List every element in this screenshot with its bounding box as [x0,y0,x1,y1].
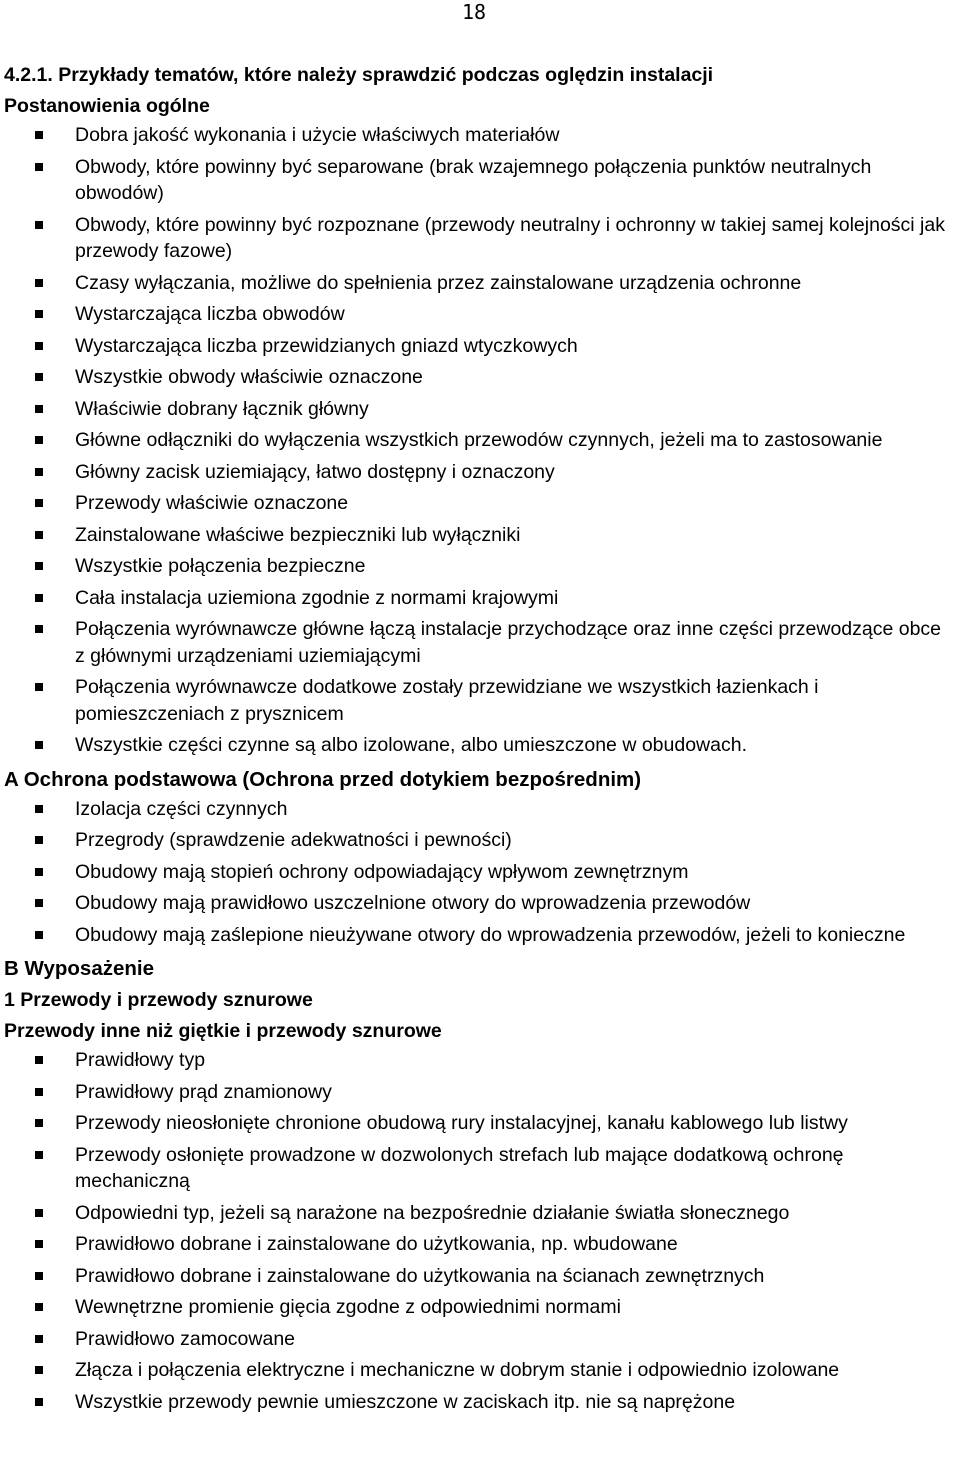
list-item-text: Obudowy mają prawidłowo uszczelnione otwory do wprowadzenia przewodów [75,892,751,914]
square-bullet-icon [35,931,43,939]
square-bullet-icon [35,1119,43,1127]
list-item-text: Dobra jakość wykonania i użycie właściwych materiałów [75,124,560,146]
square-bullet-icon [35,1240,43,1248]
list-item [4,1079,954,1111]
list-item-text: Obwody, które powinny być rozpoznane (przewody neutralny i ochronny w takiej samej kolejności jak przewody fazowe) [75,213,945,262]
list-item [4,427,954,459]
list-item [4,732,954,764]
square-bullet-icon [35,499,43,507]
section-a-list [4,796,954,954]
list-item [4,490,954,522]
list-item [4,553,954,585]
square-bullet-icon [35,405,43,413]
list-item-text: Czasy wyłączania, możliwe do spełnienia przez zainstalowane urządzenia ochronne [75,271,802,294]
section-a-heading: A Ochrona podstawowa (Ochrona przed dotykiem bezpośrednim) [4,767,642,791]
list-item [4,154,954,212]
square-bullet-icon [35,1088,43,1096]
square-bullet-icon [35,1272,43,1280]
list-item [4,1326,954,1358]
list-item-text: Połączenia wyrównawcze dodatkowe zostały przewidziane we wszystkich łazienkach i pomieszczeniach z prysznicem [75,676,819,725]
list-item-text: Prawidłowo dobrane i zainstalowane do użytkowania, np. wbudowane [75,1233,678,1255]
list-item-text: Główne odłączniki do wyłączenia wszystkich przewodów czynnych, jeżeli ma to zastosowanie [75,429,883,451]
square-bullet-icon [35,683,43,691]
list-item-text: Przegrody (sprawdzenie adekwatności i pewności) [75,829,512,851]
square-bullet-icon [35,805,43,813]
square-bullet-icon [35,1366,43,1374]
general-list [4,122,954,764]
list-item [4,301,954,333]
general-heading: Postanowienia ogólne [4,95,210,117]
square-bullet-icon [35,373,43,381]
list-item-text: Wszystkie części czynne są albo izolowane, albo umieszczone w obudowach. [75,734,747,756]
list-item [4,1142,954,1200]
square-bullet-icon [35,310,43,318]
list-item [4,522,954,554]
square-bullet-icon [35,221,43,229]
list-item-text: Wewnętrzne promienie gięcia zgodne z odpowiednimi normami [75,1296,621,1318]
list-item [4,1200,954,1232]
list-item-text: Właściwie dobrany łącznik główny [75,397,369,420]
list-item [4,674,954,732]
list-item-text: Wszystkie połączenia bezpieczne [75,555,366,577]
section-title: 4.2.1. Przykłady tematów, które należy sprawdzić podczas oględzin instalacji [4,64,714,86]
list-item [4,1389,954,1421]
page-number: 18 [462,0,487,24]
list-item-text: Obudowy mają zaślepione nieużywane otwory do wprowadzenia przewodów, jeżeli to konieczne [75,923,906,946]
square-bullet-icon [35,163,43,171]
list-item [4,616,954,674]
list-item-text: Wszystkie obwody właściwie oznaczone [75,366,423,388]
square-bullet-icon [35,436,43,444]
list-item-text: Obwody, które powinny być separowane (brak wzajemnego połączenia punktów neutralnych obwodów) [75,155,872,204]
list-item [4,827,954,859]
list-item-text: Obudowy mają stopień ochrony odpowiadający wpływom zewnętrznym [75,860,689,883]
square-bullet-icon [35,1209,43,1217]
square-bullet-icon [35,625,43,633]
list-item-text: Izolacja części czynnych [75,797,288,820]
list-item [4,1110,954,1142]
section-b-subheading: 1 Przewody i przewody sznurowe [4,989,313,1011]
document-body [4,60,954,1420]
square-bullet-icon [35,468,43,476]
list-item-text: Prawidłowo zamocowane [75,1327,296,1350]
list-item [4,585,954,617]
square-bullet-icon [35,741,43,749]
list-item-text: Główny zacisk uziemiający, łatwo dostępny i oznaczony [75,460,555,483]
section-b-subsubheading: Przewody inne niż giętkie i przewody sznurowe [4,1020,442,1042]
square-bullet-icon [35,1398,43,1406]
square-bullet-icon [35,342,43,350]
list-item [4,333,954,365]
square-bullet-icon [35,1151,43,1159]
list-item [4,270,954,302]
list-item [4,859,954,891]
list-item [4,212,954,270]
square-bullet-icon [35,279,43,287]
square-bullet-icon [35,868,43,876]
list-item-text: Prawidłowo dobrane i zainstalowane do użytkowania na ścianach zewnętrznych [75,1264,765,1287]
list-item-text: Przewody właściwie oznaczone [75,492,349,514]
list-item-text: Przewody osłonięte prowadzone w dozwolonych strefach lub mające dodatkową ochronę mechaniczną [75,1143,844,1192]
list-item-text: Przewody nieosłonięte chronione obudową rury instalacyjnej, kanału kablowego lub listwy [75,1112,848,1134]
list-item-text: Odpowiedni typ, jeżeli są narażone na bezpośrednie działanie światła słonecznego [75,1201,790,1224]
list-item [4,1294,954,1326]
square-bullet-icon [35,131,43,139]
list-item-text: Wszystkie przewody pewnie umieszczone w zaciskach itp. nie są naprężone [75,1390,736,1413]
list-item-text: Zainstalowane właściwe bezpieczniki lub wyłączniki [75,523,521,546]
list-item-text: Wystarczająca liczba przewidzianych gniazd wtyczkowych [75,334,578,357]
square-bullet-icon [35,531,43,539]
list-item [4,1357,954,1389]
square-bullet-icon [35,836,43,844]
list-item [4,122,954,154]
list-item-text: Złącza i połączenia elektryczne i mechaniczne w dobrym stanie i odpowiednio izolowane [75,1359,840,1381]
list-item [4,1263,954,1295]
list-item [4,459,954,491]
square-bullet-icon [35,899,43,907]
section-b-list [4,1047,954,1420]
list-item [4,922,954,954]
square-bullet-icon [35,1056,43,1064]
square-bullet-icon [35,562,43,570]
section-b-heading: B Wyposażenie [4,957,154,980]
square-bullet-icon [35,1335,43,1343]
list-item [4,1231,954,1263]
list-item [4,396,954,428]
list-item-text: Wystarczająca liczba obwodów [75,303,345,325]
list-item-text: Połączenia wyrównawcze główne łączą instalacje przychodzące oraz inne części przewodzące obce z głównymi urządzeniami uziemiającymi [75,618,942,667]
square-bullet-icon [35,594,43,602]
list-item [4,1047,954,1079]
list-item [4,890,954,922]
list-item [4,796,954,828]
square-bullet-icon [35,1303,43,1311]
list-item [4,364,954,396]
list-item-text: Prawidłowy prąd znamionowy [75,1080,332,1103]
list-item-text: Prawidłowy typ [75,1049,206,1071]
list-item-text: Cała instalacja uziemiona zgodnie z normami krajowymi [75,586,559,609]
